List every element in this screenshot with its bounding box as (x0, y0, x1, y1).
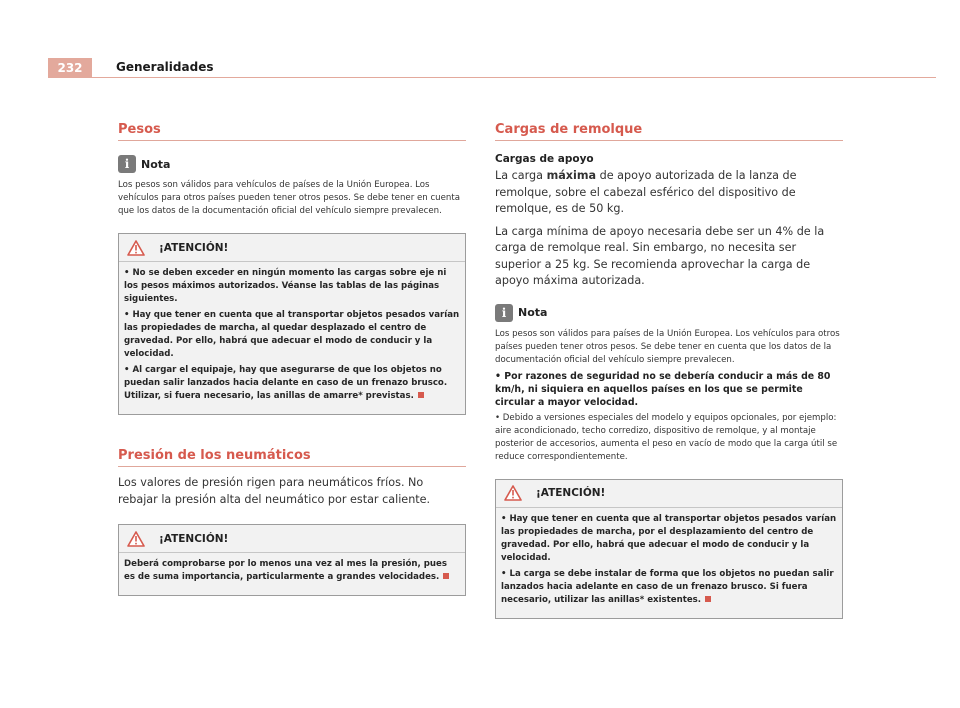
section-title-pesos: Pesos (118, 122, 466, 141)
note-text: Los pesos son válidos para países de la Unión Europea. Los vehículos para otros países pueden tener otros pesos. Se debe tener en cuenta que los datos de la documentación oficial del vehículo siempre prevalecen. (495, 328, 840, 365)
note-bullet: • Debido a versiones especiales del modelo y equipos opcionales, por ejemplo: aire acondicionado, techo corredizo, dispositivo de remolque, y al montaje posterior de accesorios, aumenta el peso en vacío de modo que la carga útil se reduce correspondientemente. (495, 412, 838, 462)
warning-label: ¡ATENCIÓN! (159, 241, 229, 254)
warning-body (496, 508, 842, 618)
note-text: Los pesos son válidos para vehículos de países de la Unión Europea. Los vehículos para otros países pueden tener otros pesos. Se debe tener en cuenta que los datos de la documentación oficial del vehículo siempre prevalecen. (118, 180, 460, 216)
warning-icon (127, 531, 145, 547)
warning-box-presion (118, 524, 466, 596)
warning-body (119, 553, 465, 595)
cargas-paragraph-2: La carga mínima de apoyo necesaria debe ser un 4% de la carga de remolque real. Sin embargo, no necesita ser superior a 25 kg. Se recomienda aprovechar la carga de apoyo máxima autorizada. (495, 224, 825, 287)
warning-item: • No se deben exceder en ningún momento las cargas sobre eje ni los pesos máximos autorizados. Véanse las tablas de las páginas siguientes. (124, 268, 447, 304)
warning-icon (504, 485, 522, 501)
warning-item: • Al cargar el equipaje, hay que asegurarse de que los objetos no puedan salir lanzados hacia delante en caso de un frenazo brusco. Utilizar, si fuera necesario, las anillas de amarre* previstas. (124, 365, 448, 401)
note-bullet-bold: • Por razones de seguridad no se debería conducir a más de 80 km/h, ni siquiera en aquellos países en los que se permite circular a mayor velocidad. (495, 370, 831, 408)
warning-label: ¡ATENCIÓN! (159, 532, 229, 545)
warning-icon (127, 240, 145, 256)
header-rule (92, 77, 936, 78)
note-label: Nota (518, 306, 548, 319)
note-header (495, 304, 843, 322)
section-title-presion: Presión de los neumáticos (118, 448, 466, 467)
warning-label: ¡ATENCIÓN! (536, 487, 606, 499)
subheading-cargas-apoyo: Cargas de apoyo (495, 153, 594, 165)
warning-header (119, 525, 465, 553)
section-pesos (118, 122, 466, 415)
section-presion (118, 448, 466, 596)
end-marker-icon (443, 573, 449, 579)
warning-header (496, 480, 842, 508)
header-title: Generalidades (116, 60, 214, 74)
page-number: 232 (48, 58, 92, 78)
warning-item: • La carga se debe instalar de forma que los objetos no puedan salir lanzados hacia adelante en caso de un frenazo brusco. Si fuera necesario, utilizar las anillas* existentes. (501, 568, 834, 605)
note-label: Nota (141, 157, 171, 171)
warning-header (119, 234, 465, 262)
section-cargas (495, 122, 843, 619)
info-icon: i (118, 155, 136, 173)
warning-body (119, 262, 465, 414)
cargas-paragraph-1: La carga máxima de apoyo autorizada de la lanza de remolque, sobre el cabezal esférico del dispositivo de remolque, es de 50 kg. (495, 169, 797, 215)
warning-box-pesos (118, 233, 466, 415)
note-header (118, 155, 466, 173)
presion-body: Los valores de presión rigen para neumáticos fríos. No rebajar la presión alta del neumático por estar caliente. (118, 476, 431, 506)
warning-item: • Hay que tener en cuenta que al transportar objetos pesados varían las propiedades de marcha, por el desplazamiento del centro de gravedad. Por ello, habrá que adecuar el modo de conducir y la velocidad. (501, 513, 837, 563)
end-marker-icon (705, 596, 711, 602)
info-icon: i (495, 304, 513, 322)
end-marker-icon (418, 392, 424, 398)
page-header (48, 58, 936, 78)
right-column (495, 118, 843, 619)
left-column (118, 118, 466, 596)
section-title-cargas: Cargas de remolque (495, 122, 843, 141)
warning-item: Deberá comprobarse por lo menos una vez al mes la presión, pues es de suma importancia, particularmente a grandes velocidades. (124, 558, 460, 584)
warning-box-cargas (495, 479, 843, 619)
warning-item: • Hay que tener en cuenta que al transportar objetos pesados varían las propiedades de marcha, al quedar desplazado el centro de gravedad. Por ello, habrá que adecuar el modo de conducir y la velocidad. (124, 310, 460, 359)
